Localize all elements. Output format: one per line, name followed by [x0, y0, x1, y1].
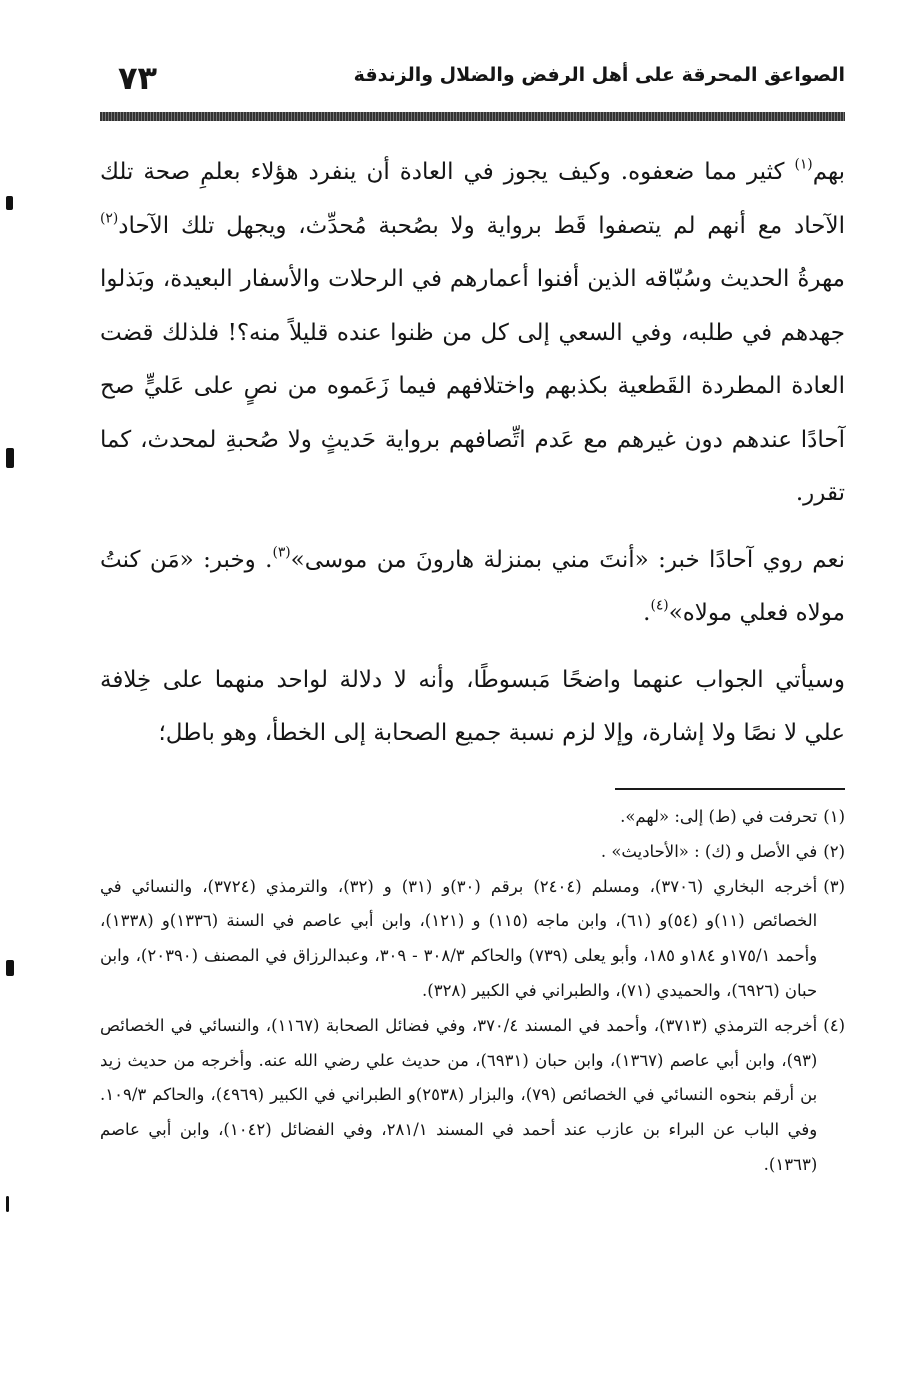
- paragraph: بهم$^{(١)}$ كثير مما ضعفوه. وكيف يجوز في العادة أن ينفرد هؤلاء بعلمِ صحة تلك الآحاد مع أنهم لم يتصفوا قَط برواية ولا بصُحبة مُحدِّث، ويجهل تلك الآحاد$^{(٢)}$ مهرةُ الحديث وسُبّاقه الذين أفنوا أعمارهم في الرحلات والأسفار البعيدة، وبَذلوا جهدهم في طلبه، وفي السعي إلى كل من ظنوا عنده قليلاً منه؟! فلذلك قضت العادة المطردة القَطعية بكذبهم واختلافهم فيما زَعَموه من نصٍ على عَليٍّ صح آحادًا عندهم دون غيرهم مع عَدم اتِّصافهم برواية حَديثٍ ولا صُحبةِ لمحدث، كما تقرر.: [100, 156, 845, 506]
- running-title: الصواعق المحرقة على أهل الرفض والضلال والزندقة: [353, 64, 845, 86]
- footnote-number: (٢): [823, 841, 845, 861]
- scan-edge-mark: [6, 448, 14, 468]
- footnote-marker: (٤): [650, 597, 669, 614]
- footnote-number: (٤): [823, 1015, 845, 1035]
- footnote-marker: (٣): [272, 544, 291, 561]
- footnote-marker: (٢): [100, 210, 119, 227]
- header-rule: [100, 112, 845, 121]
- footnote-text: في الأصل و (ك) : «الأحاديث» .: [600, 841, 818, 861]
- footnote-marker: (١): [794, 156, 813, 173]
- footnote: [100, 800, 845, 835]
- scan-edge-mark: [6, 196, 13, 210]
- footnote-text: تحرفت في (ط) إلى: «لهم».: [620, 807, 818, 826]
- footnote: [100, 835, 845, 870]
- footnotes: [100, 800, 845, 1183]
- footnote-text: أخرجه الترمذي (٣٧١٣)، وأحمد في المسند ٣٧٠/٤، وفي فضائل الصحابة (١١٦٧)، والنسائي في الخصائص (٩٣)، وابن أبي عاصم (١٣٦٧)، وابن حبان (٦٩٣١)، من حديث علي رضي الله عنه. وأخرجه من حديث زيد بن أرقم بنحوه النسائي في الخصائص (٧٩)، والبزار (٢٥٣٨)و الطبراني في الكبير (٤٩٦٩)، والحاكم ١٠٩/٣. وفي الباب عن البراء بن عازب عند أحمد في المسند ٢٨١/١، وفي الفضائل (١٠٤٢)، وابن أبي عاصم (١٣٦٣).: [100, 1015, 818, 1174]
- running-header: [100, 58, 845, 102]
- paragraph: نعم روي آحادًا خبر: «أنتَ مني بمنزلة هارونَ من موسى»$^{(٣)}$. وخبر: «مَن كنتُ مولاه فعلي مولاه»$^{(٤)}$.: [100, 544, 846, 626]
- footnote-separator: [615, 788, 845, 790]
- main-text: [100, 146, 845, 761]
- footnote-number: (٣): [823, 876, 845, 896]
- footnote-number: (١): [823, 807, 845, 826]
- footnote-text: أخرجه البخاري (٣٧٠٦)، ومسلم (٢٤٠٤) برقم (٣٠)و (٣١) و (٣٢)، والترمذي (٣٧٢٤)، والنسائي في الخصائص (١١)و (٥٤)و (٦١)، وابن ماجه (١١٥) و (١٢١)، وابن أبي عاصم في السنة (١٣٣٦)و (١٣٣٨)، وأحمد ١٧٥/١و ١٨٤و ١٨٥، وأبو يعلى (٧٣٩) والحاكم ٣٠٨/٣ - ٣٠٩، وعبدالرزاق في المصنف (٢٠٣٩٠)، وابن حبان (٦٩٢٦)، والحميدي (٧١)، والطبراني في الكبير (٣٢٨).: [100, 876, 818, 1000]
- scan-edge-mark: [6, 960, 14, 976]
- footnote: [100, 870, 845, 1009]
- footnote: [100, 1009, 845, 1183]
- page-number: ٧٣: [118, 59, 158, 97]
- scan-edge-mark: [6, 1196, 9, 1212]
- paragraph: وسيأتي الجواب عنهما واضحًا مَبسوطًا، وأنه لا دلالة لواحد منهما على خِلافة علي لا نصًا ولا إشارة، وإلا لزم نسبة جميع الصحابة إلى الخطأ، وهو باطل؛: [100, 666, 845, 746]
